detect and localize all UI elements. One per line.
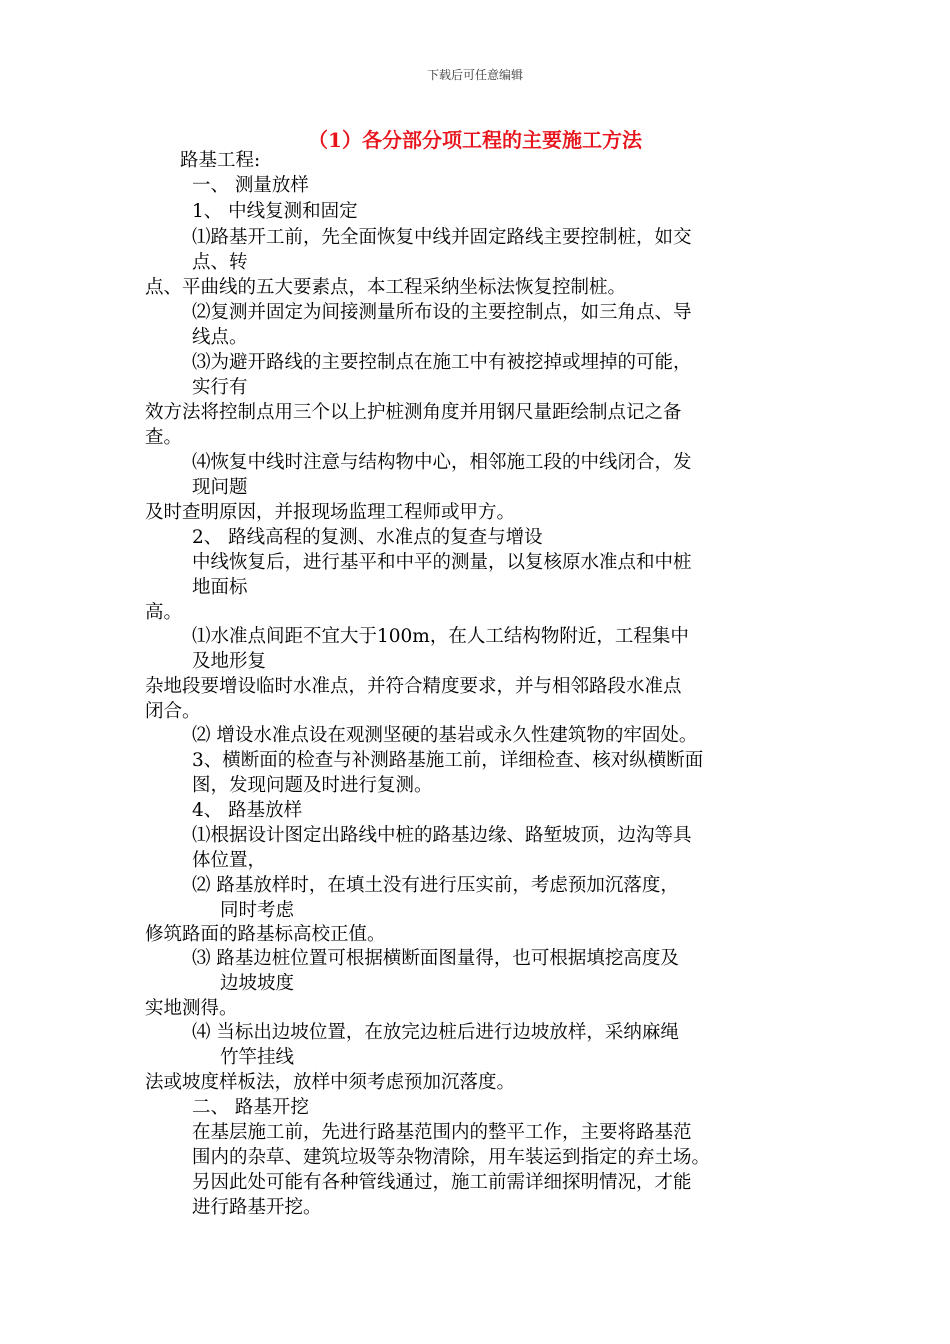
text-line: 高。 [145,602,183,623]
text-line: 实行有 [192,377,248,398]
text-line: 法或坡度样板法，放样中须考虑预加沉落度。 [145,1072,516,1093]
text-line: 路基工程: [180,150,261,171]
text-line: 现问题 [192,477,248,498]
text-line: 及时查明原因，并报现场监理工程师或甲方。 [145,502,516,523]
text-line: 杂地段要增设临时水准点，并符合精度要求，并与相邻路段水准点 [145,676,682,697]
text-line: 及地形复 [192,651,267,672]
text-line: ⑷ 当标出边坡位置，在放完边桩后进行边坡放样，采纳麻绳 [192,1022,679,1043]
text-line: ⑴路基开工前，先全面恢复中线并固定路线主要控制桩，如交 [192,227,692,248]
text-line: 闭合。 [145,701,201,722]
text-line: ⑵复测并固定为间接测量所布设的主要控制点，如三角点、导 [192,302,692,323]
text-line: ⑵ 增设水准点设在观测坚硬的基岩或永久性建筑物的牢固处。 [192,725,698,746]
text-line: 中线恢复后，进行基平和中平的测量，以复核原水准点和中桩 [192,552,692,573]
text-line: ⑶ 路基边桩位置可根据横断面图量得，也可根据填挖高度及 [192,948,679,969]
text-line: 2、 路线高程的复测、水准点的复查与增设 [192,527,543,548]
text-line: ⑴根据设计图定出路线中桩的路基边缘、路堑坡顶，边沟等具 [192,825,692,846]
text-line: ⑷恢复中线时注意与结构物中心，相邻施工段的中线闭合，发 [192,452,692,473]
text-line: ⑴水准点间距不宜大于100m，在人工结构物附近，工程集中 [192,626,689,647]
text-line: 二、 路基开挖 [192,1097,309,1118]
text-line: 在基层施工前，先进行路基范围内的整平工作，主要将路基范 [192,1122,692,1143]
section-title: （1）各分部分项工程的主要施工方法 [308,128,642,152]
text-line: ⑵ 路基放样时，在填土没有进行压实前，考虑预加沉落度， [192,875,679,896]
text-line: 线点。 [192,327,248,348]
text-line: 1、 中线复测和固定 [192,201,358,222]
text-line: 进行路基开挖。 [192,1197,322,1218]
text-line: 同时考虑 [220,900,295,921]
text-line: 修筑路面的路基标高校正值。 [145,924,386,945]
text-line: 体位置， [192,850,267,871]
text-line: 3、横断面的检查与补测路基施工前，详细检查、核对纵横断面 [192,750,704,771]
text-line: 点、转 [192,252,248,273]
text-line: 竹竿挂线 [220,1047,295,1068]
text-line: 查。 [145,427,183,448]
text-line: 4、 路基放样 [192,800,303,821]
text-line: 另因此处可能有各种管线通过，施工前需详细探明情况，才能 [192,1172,692,1193]
text-line: ⑶为避开路线的主要控制点在施工中有被挖掉或埋掉的可能， [192,352,692,373]
text-line: 图，发现问题及时进行复测。 [192,775,433,796]
text-line: 效方法将控制点用三个以上护桩测角度并用钢尺量距绘制点记之备 [145,402,682,423]
page-header: 下载后可任意编辑 [426,68,523,82]
text-line: 实地测得。 [145,998,238,1019]
text-line: 边坡坡度 [220,973,295,994]
text-line: 一、 测量放样 [192,175,309,196]
text-line: 围内的杂草、建筑垃圾等杂物清除，用车装运到指定的弃土场。 [192,1147,711,1168]
text-line: 地面标 [192,577,248,598]
text-line: 点、平曲线的五大要素点，本工程采纳坐标法恢复控制桩。 [145,277,627,298]
